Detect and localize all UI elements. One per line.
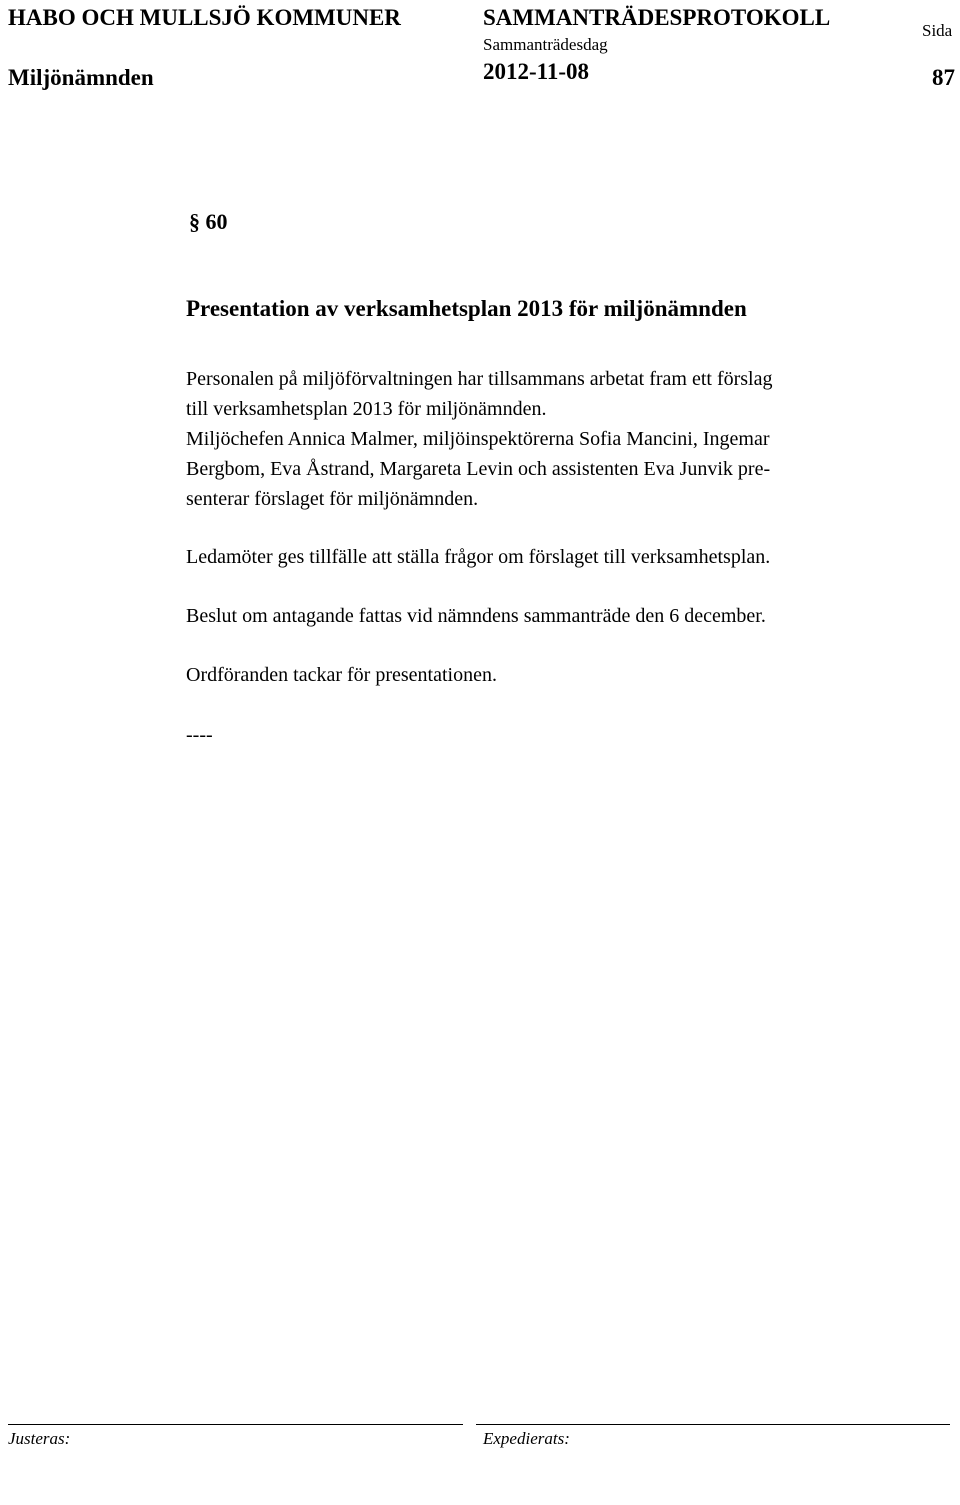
paragraph-intro <box>186 364 772 514</box>
paragraph-questions: Ledamöter ges tillfälle att ställa frågor om förslaget till verksamhetsplan. <box>186 546 771 568</box>
board-name: Miljönämnden <box>8 65 154 90</box>
page-label: Sida <box>922 21 953 40</box>
justeras-label: Justeras: <box>8 1429 71 1448</box>
section-number: 60 <box>205 209 228 234</box>
document-type: SAMMANTRÄDESPROTOKOLL <box>483 5 831 30</box>
expedierats-label: Expedierats: <box>483 1429 570 1448</box>
footer-divider-left <box>8 1424 463 1425</box>
section-separator: ---- <box>186 724 213 746</box>
section-heading <box>189 211 228 233</box>
section-sign-icon: § <box>189 209 200 234</box>
page-number: 87 <box>932 65 955 90</box>
paragraph-thanks: Ordföranden tackar för presentationen. <box>186 664 497 686</box>
paragraph-line: senterar förslaget för miljönämnden. <box>186 488 479 510</box>
paragraph-line: Personalen på miljöförvaltningen har tillsammans arbetat fram ett förslag <box>186 368 773 390</box>
meeting-date: 2012-11-08 <box>483 59 590 84</box>
meeting-date-label: Sammanträdesdag <box>483 35 608 54</box>
paragraph-line: Bergbom, Eva Åstrand, Margareta Levin och assistenten Eva Junvik pre- <box>186 458 771 480</box>
paragraph-decision: Beslut om antagande fattas vid nämndens sammanträde den 6 december. <box>186 605 766 627</box>
page-title: Presentation av verksamhetsplan 2013 för miljönämnden <box>186 296 747 321</box>
paragraph-line: Miljöchefen Annica Malmer, miljöinspektörerna Sofia Mancini, Ingemar <box>186 428 770 450</box>
footer-divider-right <box>476 1424 950 1425</box>
paragraph-line: till verksamhetsplan 2013 för miljönämnden. <box>186 398 547 420</box>
municipality-name: HABO OCH MULLSJÖ KOMMUNER <box>8 5 401 30</box>
